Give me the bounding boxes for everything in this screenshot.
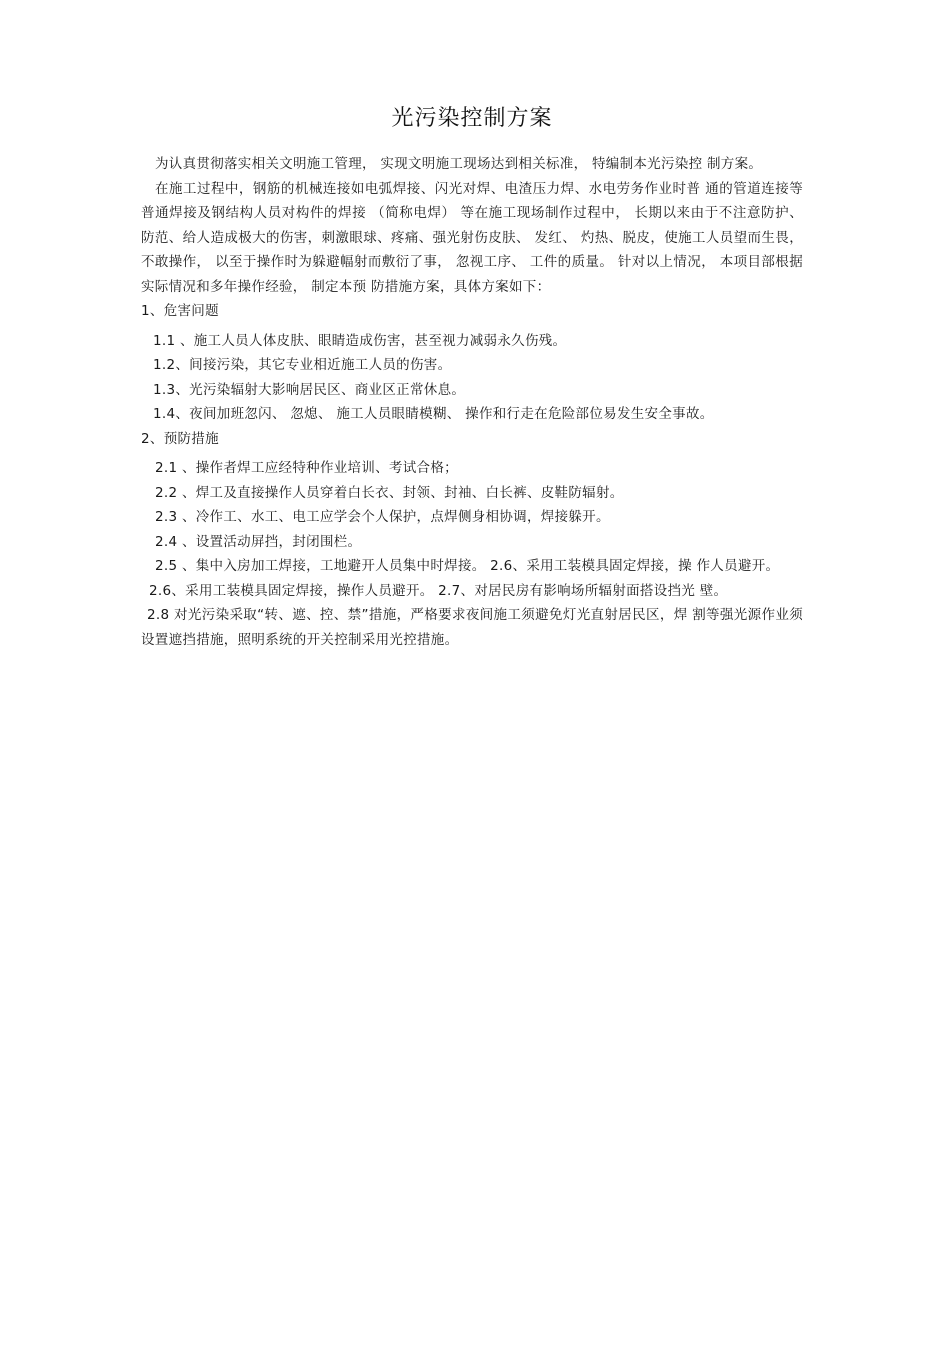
section-1-list [141, 329, 803, 427]
document-title: 光污染控制方案 [391, 106, 553, 131]
list-item: 2.3 、冷作工、水工、电工应学会个人保护，点焊侧身相协调，焊接躲开。 [155, 509, 610, 525]
list-item: 2.8 对光污染采取“转、遮、控、禁”措施，严格要求夜间施工须避免灯光直射居民区，焊 割等强光源作业须设置遮挡措施，照明系统的开关控制采用光控措施。 [141, 607, 803, 648]
list-item: 1.3、光污染辐射大影响居民区、商业区正常休息。 [153, 381, 466, 398]
section-2-list [141, 456, 803, 652]
list-item: 2.6、采用工装模具固定焊接，操作人员避开。 2.7、对居民房有影响场所辐射面搭设挡光 壁。 [149, 582, 728, 599]
intro-paragraph-1: 为认真贯彻落实相关文明施工管理， 实现文明施工现场达到相关标准， 特编制本光污染控 制方案。 [155, 156, 763, 172]
section-2-heading: 2、预防措施 [141, 430, 219, 447]
document-body [141, 152, 803, 652]
list-item: 1.1 、施工人员人体皮肤、眼睛造成伤害，甚至视力减弱永久伤残。 [153, 332, 567, 349]
list-item: 2.1 、操作者焊工应经特种作业培训、考试合格； [155, 460, 458, 476]
list-item: 1.4、夜间加班忽闪、 忽熄、 施工人员眼睛模糊、 操作和行走在危险部位易发生安全事故。 [153, 406, 714, 422]
list-item: 2.5 、集中入房加工焊接，工地避开人员集中时焊接。 2.6、采用工装模具固定焊接，操 作人员避开。 [155, 558, 780, 574]
list-item: 1.2、间接污染，其它专业相近施工人员的伤害。 [153, 357, 452, 373]
section-1-heading: 1、危害问题 [141, 303, 219, 319]
list-item: 2.2 、焊工及直接操作人员穿着白长衣、封领、封袖、白长裤、皮鞋防辐射。 [155, 484, 624, 501]
intro-paragraph-2: 在施工过程中，钢筋的机械连接如电弧焊接、闪光对焊、电渣压力焊、水电劳务作业时普 通的管道连接等普通焊接及钢结构人员对构件的焊接 （简称电焊） 等在施工现场制作过程中， 长期以来由于不注意防护、防范、给人造成极大的伤害，刺激眼球、疼痛、强光射伤皮肤、 发红、 灼热、脱皮，使施工人员望而生畏， 不敢操作， 以至于操作时为躲避幅射而敷衍了事， 忽视工序、 工件的质量。 针对以上情况， 本项目部根据实际情况和多年操作经验， 制定本预 防措施方案，具体方案如下： [141, 180, 803, 295]
list-item: 2.4 、设置活动屏挡，封闭围栏。 [155, 533, 362, 550]
